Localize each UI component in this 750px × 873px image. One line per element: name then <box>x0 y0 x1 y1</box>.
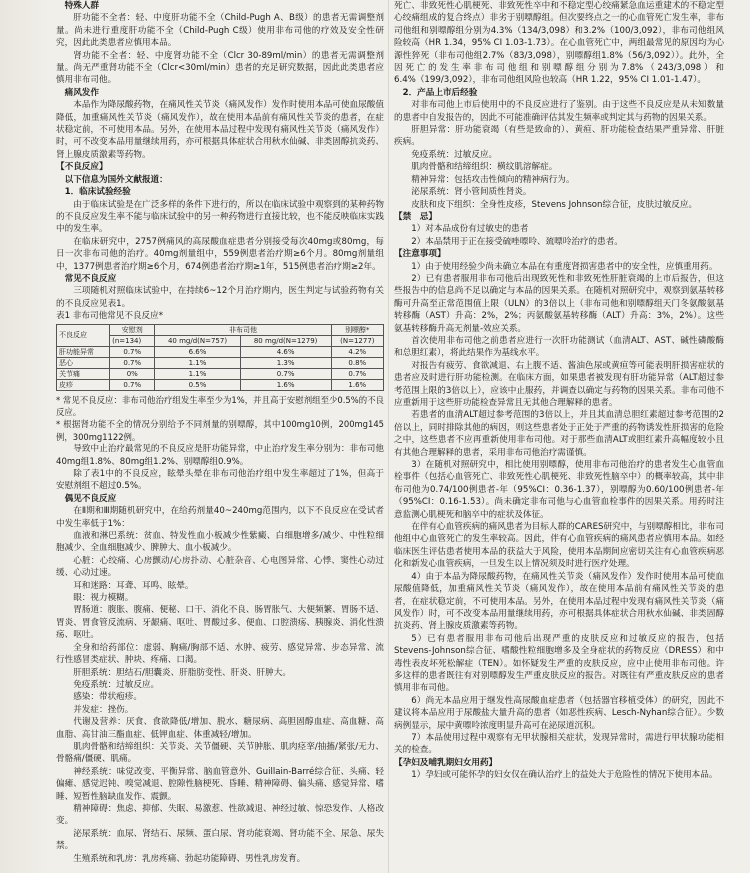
precautions-heading: 【注意事项】 <box>394 249 446 260</box>
contraindication-item: 1）对本品成份有过敏史的患者 <box>411 224 529 235</box>
precaution-item: 1）由于使用经验少尚未确立本品在有重度肾损害患者中的安全性，应慎重用药。 <box>411 261 718 272</box>
precaution-item: 首次使用非布司他之前患者应进行一次肝功能测试（血清ALT、AST、碱性磷酸酶和总胆红素），将此结果作为基线水平。 <box>394 335 724 359</box>
table-cell: 4.6% <box>240 346 331 357</box>
clinical-trial-text-2: 在临床研究中，2757例痛风的高尿酸血症患者分别接受每次40mg或80mg，每日一次非布司他的治疗。40mg剂量组中，559例患者治疗期≥6个月。80mg剂量组中，1377例患者治疗期≥6个月，674例患者治疗期≥1年，515例患者治疗期≥2年。 <box>56 236 384 272</box>
table-footnote-1: * 常见不良反应：非布司他治疗组发生率至少为1%，并且高于安慰剂组至少0.5%的不良反应。 <box>56 394 384 417</box>
system-reaction-item: 感染：带状疱疹。 <box>73 692 142 703</box>
system-reaction-item: 肝胆系统：胆结石/胆囊炎、肝脂肪变性、肝炎、肝肿大。 <box>73 667 291 678</box>
postmarketing-heading: 2．产品上市后经验 <box>402 87 478 98</box>
table-row <box>57 379 384 390</box>
rare-reactions-heading: 偶见不良反应 <box>64 493 117 504</box>
discontinuation-text: 导致中止治疗最常见的不良反应是肝功能异常，中止治疗发生率分别为：非布司他40mg组1.8%、80mg组1.2%、别嘌醇组0.9%。 <box>56 444 384 467</box>
adverse-reactions-table <box>56 324 384 391</box>
postmarketing-item: 皮肤和皮下组织：全身性皮疹，Stevens Johnson综合征，皮肤过敏反应。 <box>411 199 698 210</box>
precaution-item: 2）已有患者服用非布司他后出现致死性和非致死性肝脏衰竭的上市后报告，但这些报告中的信息尚不足以确定与本品的因果关系。在随机对照研究中，观察到氨基转移酶可升高至正常范围值上限（ULN）的3倍以上（非布司他和别嘌醇组天门冬氨酸氨基转移酶（AST）升高：2%，2%；丙氨酸氨基转移酶（ALT）升高：3%，2%）。这些氨基转移酶升高无剂量-效应关系。 <box>394 273 724 334</box>
table-cell: 0.7% <box>110 357 155 368</box>
table-cell: 0.7% <box>240 368 331 379</box>
table-cell: 皮疹 <box>57 379 110 390</box>
system-reaction-item: 耳和迷路：耳聋、耳鸣、眩晕。 <box>73 580 194 591</box>
system-reaction-item: 代谢及营养：厌食、食欲降低/增加、脱水、糖尿病、高胆固醇血症、高血糖、高血脂、高甘油三酯血症、低钾血症、体重减轻/增加。 <box>56 717 384 740</box>
table-row <box>57 346 384 357</box>
precaution-item: 对报告有疲劳、食欲减退、右上腹不适、酱油色尿或黄疸等可能表明肝损害症状的患者应及时进行肝功能检测。在临床方面，如果患者被发现有肝功能异常（ALT超过参考范围上限的3倍以上），应该中止服药，并调查以确定与药物的因果关系。非布司他不应重新用于这些肝功能检查异常且无其他合理解释的患者。 <box>394 360 724 408</box>
system-reaction-item: 血液和淋巴系统：贫血、特发性血小板减少性紫癜、白细胞增多/减少、中性粒细胞减少、全血细胞减少、脾肿大、血小板减少。 <box>56 531 384 554</box>
table-row <box>57 357 384 368</box>
table-header: 非布司他 <box>155 324 331 335</box>
precaution-item: 在伴有心血管疾病的痛风患者为目标人群的CARES研究中，与别嘌醇相比，非布司他组中心血管死亡的发生率较高。因此，伴有心血管疾病的痛风患者应慎用本品。如经临床医生评估患者使用本品的获益大于风险，使用本品期间应密切关注有心血管疾病恶化和新发心血管疾病，一旦发生以上情况须及时进行医疗处理。 <box>394 522 724 570</box>
table-header: 不良反应 <box>57 324 110 346</box>
system-reaction-item: 并发症：挫伤。 <box>73 704 134 715</box>
special-population-heading: 特殊人群 <box>64 1 99 11</box>
postmarketing-item: 免疫系统：过敏反应。 <box>411 149 498 160</box>
gout-flare-text: 本品作为降尿酸药物，在痛风性关节炎（痛风发作）发作时使用本品可使血尿酸值降低，加重痛风性关节炎（痛风发作），故在使用本品前有痛风性关节炎的患者，在症状稳定前，不可使用本品。另外，在使用本品过程中发现有痛风性关节炎（痛风发作）时，可不改变本品用量继续用药，亦可根据具体症状合用秋水仙碱、非类固醇抗炎药、肾上腺皮质激素等药物。 <box>56 100 384 160</box>
precaution-item: 5）已有患者服用非布司他后出现严重的皮肤反应和过敏反应的报告，包括Stevens-Johnson综合征、嗜酸性粒细胞增多及全身症状的药物反应（DRESS）和中毒性表皮坏死松解症（TEN）。如怀疑发生严重的皮肤反应，应中止使用非布司他。许多这样的患者既往有对别嘌醇发生严重皮肤反应的报告。对既往有严重皮肤反应的患者慎用非布司他。 <box>394 633 724 694</box>
system-reaction-item: 生殖系统和乳房：乳房疼痛、勃起功能障碍、男性乳房发育。 <box>73 853 306 864</box>
renal-impairment-text: 肾功能不全者：轻、中度肾功能不全（Clcr 30-89ml/min）的患者无需调整剂量。尚无严重肾功能不全（Clcr<30ml/min）患者的充足研究数据，因此此类患者应慎用非布司他。 <box>56 50 384 86</box>
foreign-literature-heading: 以下信息为国外文献报道： <box>64 174 168 185</box>
table-subheader: (n=134) <box>110 335 155 346</box>
gout-flare-heading: 痛风发作 <box>64 87 99 98</box>
table-cell: 0.7% <box>110 346 155 357</box>
table-cell: 0.5% <box>155 379 240 390</box>
right-column <box>394 0 724 782</box>
clinical-trial-text-1: 由于临床试验是在广泛多样的条件下进行的，所以在临床试验中观察到的某种药物的不良反应发生率不能与临床试验中的另一种药物进行直接比较，也不能反映临床实践中的发生率。 <box>56 199 384 235</box>
pregnancy-text: 1）孕妇或可能怀孕的妇女仅在确认治疗上的益处大于危险性的情况下使用本品。 <box>411 770 718 781</box>
precaution-item: 3）在随机对照研究中，相比使用别嘌醇，使用非布司他治疗的患者发生心血管血栓事件（包括心血管死亡、非致死性心肌梗死、非致死性脑卒中）的概率较高，其中非布司他为0.74/100例患者-年（95%CI：0.36-1.37），别嘌醇为0.60/100例患者-年（95%CI：0.16-1.53）。尚未确定非布司他与心血管血栓事件的因果关系。用药时注意监测心肌梗死和脑卒中的症状及体征。 <box>394 460 724 520</box>
table-cell: 1.1% <box>155 368 240 379</box>
dizziness-text: 除了表1中的不良反应，眩晕头晕在非布司他治疗组中发生率超过了1%，但高于安慰剂组不超过0.5%。 <box>56 469 384 492</box>
table-cell: 1.6% <box>331 379 383 390</box>
table-header: 别嘌醇* <box>331 324 383 335</box>
system-reaction-item: 泌尿系统：血尿、肾结石、尿频、蛋白尿、肾功能衰竭、肾功能不全、尿急、尿失禁。 <box>56 828 384 852</box>
pregnancy-heading: 【孕妇及哺乳期妇女用药】 <box>394 757 498 768</box>
precaution-item: 7）本品使用过程中观察有无甲状腺相关症状，发现异常时，需进行甲状腺功能相关的检查。 <box>394 732 724 756</box>
table-header-row <box>57 324 384 335</box>
system-reaction-item: 免疫系统：过敏反应。 <box>73 679 160 690</box>
precaution-item: 若患者的血清ALT超过参考范围的3倍以上，并且其血清总胆红素超过参考范围的2倍以上，同时排除其他的病因，则这些患者处于正处于严重的药物诱发性肝损害的危险之中，这些患者不应再重新使用非布司他。对于那些血清ALT或胆红素升高幅度较小且有其他合理解释的患者，采用非布司他治疗需谨慎。 <box>394 410 724 458</box>
table-header: 安慰剂 <box>110 324 155 335</box>
postmarketing-item: 肌肉骨骼和结缔组织：横纹肌溶解症。 <box>411 162 558 173</box>
table-caption: 表1 非布司他常见不良反应* <box>56 311 164 322</box>
system-reaction-item: 眼：视力模糊。 <box>73 593 134 604</box>
table-cell: 0.7% <box>110 379 155 390</box>
common-reactions-text: 三项随机对照临床试验中，在持续6~12个月治疗期内，医生判定与试验药物有关的不良反应见表1。 <box>56 286 384 309</box>
contraindication-item: 2）本品禁用于正在接受硫唑嘌呤、巯嘌呤治疗的患者。 <box>411 236 623 247</box>
rare-reactions-intro: 在Ⅱ期和Ⅲ期随机研究中，在给药剂量40~240mg范围内，以下不良反应在受试者中发生率低于1%： <box>56 506 384 529</box>
left-column <box>56 0 384 865</box>
postmarketing-item: 精神异常：包括攻击性倾向的精神病行为。 <box>411 174 575 185</box>
table-footnote-2: * 根据肾功能不全的情况分别给予不同剂量的别嘌醇，其中100mg10例，200mg145例，300mg1122例。 <box>56 419 384 442</box>
table-cell: 肝功能异常 <box>57 346 110 357</box>
table-cell: 0.8% <box>331 357 383 368</box>
table-cell: 0% <box>110 368 155 379</box>
table-cell: 6.6% <box>155 346 240 357</box>
system-reaction-item: 胃肠道：腹胀、腹痛、便秘、口干、消化不良、肠胃胀气、大便频繁、胃肠不适、胃炎、胃食管反流病、牙龈痛、呕吐、胃酸过多、便血、口腔溃疡、胰腺炎、消化性溃疡、呕吐。 <box>56 605 384 641</box>
table-cell: 1.3% <box>240 357 331 368</box>
cardiovascular-text: 死亡、非致死性心肌梗死、非致死性卒中和不稳定型心绞痛紧急血运重建术的不稳定型心绞痛组成的复合终点）非劣于别嘌醇组。但次要终点之一的心血管死亡发生率，非布司他组和别嘌醇组分别为4.3%（134/3,098）和3.2%（100/3,092），非布司他组风险较高（HR 1.34，95% CI 1.03-1.73）。在心血管死亡中，两组最常见的原因均为心源性猝死（非布司他组2.7%（83/3,098），别嘌醇组1.8%（56/3,092））。此外，全因死亡的发生率非布司他组和别嘌醇组分别为7.8%（243/3,098）和6.4%（199/3,092），非布司他组风险也较高（HR 1.22，95% CI 1.01-1.47）。 <box>394 1 724 86</box>
contraindications-heading: 【禁 忌】 <box>394 211 437 222</box>
clinical-trial-heading: 1．临床试验经验 <box>64 187 131 198</box>
system-reaction-item: 神经系统：味觉改变、平衡异常、脑血管意外、Guillain-Barré综合征、头痛、轻偏瘫、感觉迟钝、嗅觉减退、腔隙性脑梗死、昏睡、精神障碍、偏头痛、感觉异常、嗜睡、短暂性脑缺血发作、震颤。 <box>56 766 384 802</box>
system-reaction-item: 精神障碍：焦虑、抑郁、失眠、易激惹、性欲减退、神经过敏、惊恐发作、人格改变。 <box>56 803 384 827</box>
postmarketing-item: 肝胆异常：肝功能衰竭（有些是致命的）、黄疸、肝功能检查结果严重异常、肝脏疾病。 <box>394 125 724 148</box>
table-cell: 1.6% <box>240 379 331 390</box>
table-cell: 1.1% <box>155 357 240 368</box>
system-reaction-item: 肌肉骨骼和结缔组织：关节炎、关节僵硬、关节肿胀、肌肉痉挛/抽搐/紧张/无力、骨骼痛/僵硬、肌痛。 <box>56 741 384 765</box>
column-divider <box>388 0 389 873</box>
system-reaction-item: 心脏：心绞痛、心房颤动/心房扑动、心脏杂音、心电图异常、心悸、窦性心动过缓、心动过速。 <box>56 555 384 579</box>
table-subheader: 40 mg/d(N=757) <box>155 335 240 346</box>
table-cell: 关节痛 <box>57 368 110 379</box>
system-reaction-item: 全身和给药部位：虚弱、胸痛/胸部不适、水肿、疲劳、感觉异常、步态异常、流行性感冒类症状、肿块、疼痛、口渴。 <box>56 642 384 666</box>
table-subheader: 80 mg/d(N=1279) <box>240 335 331 346</box>
page-margin <box>0 0 50 873</box>
table-cell: 0.7% <box>331 368 383 379</box>
adverse-reactions-heading: 【不良反应】 <box>56 162 108 173</box>
postmarketing-text: 对非布司他上市后使用中的不良反应进行了鉴别。由于这些不良反应是从未知数量的患者中自发报告的，因此不可能准确评估其发生频率或判定其与药物的因果关系。 <box>394 100 724 123</box>
hepatic-impairment-text: 肝功能不全者：轻、中度肝功能不全（Child-Pugh A、B级）的患者无需调整剂量。尚未进行重度肝功能不全（Child-Pugh C级）使用非布司他的疗效及安全性研究，因此此类患者应慎用本品。 <box>56 13 384 49</box>
precaution-item: 6）尚无本品应用于继发性高尿酸血症患者（包括器官移植受体）的研究，因此不建议将本品应用于尿酸盐大量升高的患者（如恶性疾病、Lesch-Nyhan综合征）。少数病例显示，尿中黄嘌呤浓度明显升高可在泌尿道沉积。 <box>394 695 724 731</box>
postmarketing-item: 泌尿系统：肾小管间质性肾炎。 <box>411 187 532 198</box>
table-cell: 4.2% <box>331 346 383 357</box>
table-cell: 恶心 <box>57 357 110 368</box>
precaution-item: 4）由于本品为降尿酸药物，在痛风性关节炎（痛风发作）发作时使用本品可使血尿酸值降低，加重痛风性关节炎（痛风发作），故在使用本品前有痛风性关节炎的患者，在症状稳定前，不可使用本品。另外，在使用本品过程中发现有痛风性关节炎（痛风发作）时，可不改变本品用量继续用药，亦可根据具体症状合用秋水仙碱、非类固醇抗炎药、肾上腺皮质激素等药物。 <box>394 571 724 632</box>
table-row <box>57 368 384 379</box>
table-subheader: (N=1277) <box>331 335 383 346</box>
common-reactions-heading: 常见不良反应 <box>64 273 117 284</box>
